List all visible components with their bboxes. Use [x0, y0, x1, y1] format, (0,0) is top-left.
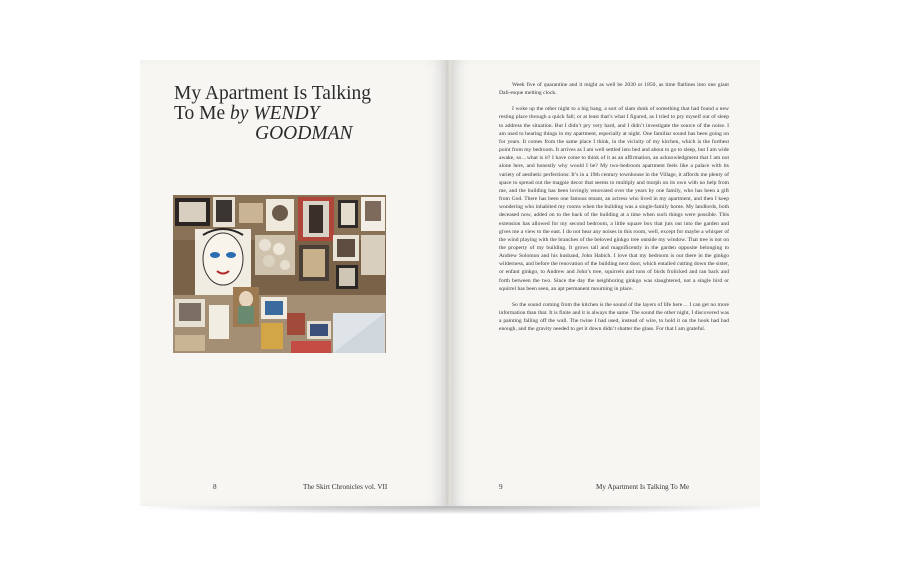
left-running-head: The Skirt Chronicles vol. VII — [303, 483, 388, 491]
author-name: GOODMAN — [255, 123, 353, 144]
title-line-1: My Apartment Is Talking — [174, 83, 372, 104]
right-folio-number: 9 — [499, 483, 503, 491]
title-line-2: To Me — [174, 103, 226, 124]
right-page — [451, 60, 760, 506]
paragraph-3: So the sound coming from the kitchen is the sound of the layers of life here… I can get no more information than that. It is finite and it is always the same. The sound the other night, I discovered was a painting falling off the wall. The twine I had used, instead of wire, to hold it on the hook had had enough, and the gravity needed to get it down didn’t shatter the glass. For that I am grateful. — [499, 301, 729, 333]
collage-photo — [173, 195, 386, 353]
article-body — [499, 81, 729, 342]
left-folio-number: 8 — [213, 483, 217, 491]
article-title — [174, 84, 424, 144]
paragraph-2: I woke up the other night to a big bang, a sort of slam dunk of something that had found a new resting place through a quick fall; or at least that’s what I figured, as I tried to pry myself out of sleep to address the situation. But I didn’t pry very hard, and I didn’t investigate the source of the noise. I am used to hearing things in my apartment, especially at night. One familiar sound has been going on for years. It comes from the same place I think, in the vicinity of my kitchen, which is the furthest point from my bedroom. It arrives as I am well settled into bed and about to go to sleep, but I am wide awake, so…what is it? I have come to think of it as an affirmation, an acknowledgment that I am not alone here, and honestly why would I be? My two-bedroom apartment feels like a palace with its variety of aesthetic perfections: It’s in a 19th century townhouse in the Village, it affords me plenty of space to spread out the magpie decor that seems to multiply and morph on its own with no help from me, and the building has been lovingly renovated over the years by one family, who has been a gift from God. There has been one famous tenant, an actress who lived in my apartment, and then I keep wondering who inhabited my rooms when the building was a single-family home. My landlords, both deceased now, added on to the back of the building at a time when such things were possible. This extension has allowed for my second bedroom, a little square box that juts out into the garden and gives me a view to the east. I do not hear any noises in this room, well, except for maybe a whisper of the wind playing with the branches of the beloved ginkgo tree outside my window. That tree is not on the property of my building. It grows tall and magnificently in the garden opposite belonging to Andrew Solomon and his husband, John Habich. I love that my bedroom is out there in the ginkgo wilderness, and before the renovation of the building next door, which entailed cutting down the sister, or enfant ginkgo, to Andrew and John’s tree, squirrels and tons of birds frolicked and ran back and forth between the two. Since the day the neighboring ginkgo was slaughtered, not a single bird or squirrel has been seen, an apt permanent mourning in place. — [499, 106, 729, 292]
right-running-head: My Apartment Is Talking To Me — [596, 483, 690, 491]
author-prefix: by WENDY — [230, 103, 320, 124]
paragraph-1: Week five of quarantine and it might as well be 2030 or 1850, as time flatlines into one giant Dali-esque melting clock. — [499, 82, 729, 97]
left-page — [140, 60, 447, 506]
